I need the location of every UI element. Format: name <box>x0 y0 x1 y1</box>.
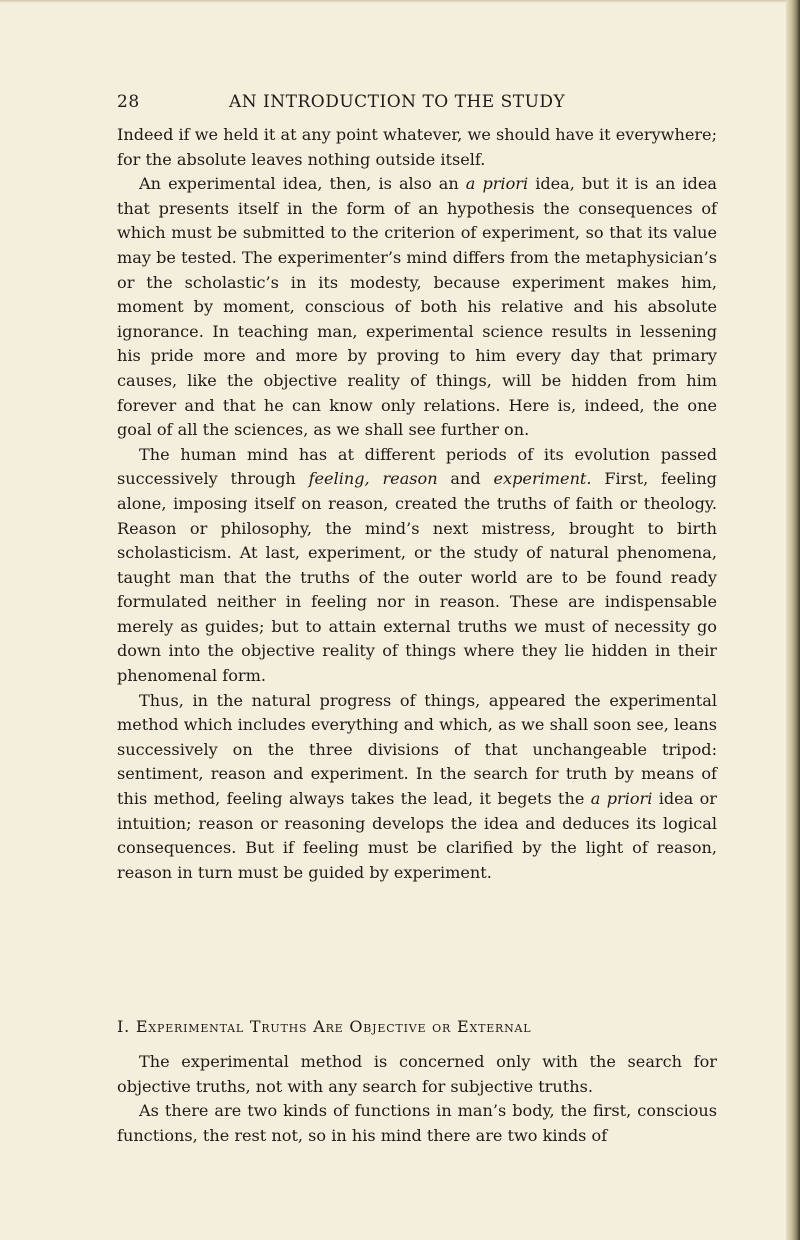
text-run: As there are two kinds of functions in man’s body, the first, conscious functions, the rest not, so in his mind there are two kinds of <box>117 1101 717 1145</box>
running-head-title: AN INTRODUCTION TO THE STUDY <box>229 92 566 112</box>
page-binding-edge <box>786 0 800 1240</box>
page-number: 28 <box>117 92 140 112</box>
italic-text: a priori <box>465 174 529 194</box>
text-run: Indeed if we held it at any point whatever, we should have it everywhere; for the absolute leaves nothing outside itself. <box>117 125 717 169</box>
paragraph-p4 <box>117 689 717 886</box>
text-run: The human mind has at different periods of its evolution passed successively through <box>117 444 717 489</box>
text-run: idea or intuition; reason or reasoning develops the idea and deduces its logical consequences. But if feeling must be clarified by the light of reason, reason in turn must be guided by experiment. <box>117 789 717 882</box>
text-run: An experimental idea, then, is also an <box>139 174 466 194</box>
text-run: The experimental method is concerned only with the search for objective truths, not with any search for subjective truths. <box>117 1052 717 1096</box>
text-run: idea, but it is an idea that presents itself in the form of an hypothesis the consequences of which must be submitted to the criterion of experiment, so that its value may be tested. The experimenter’s mind differs from the metaphysician’s or the scholastic’s in its modesty, because experiment makes him, moment by moment, conscious of both his relative and his absolute ignorance. In teaching man, experimental science results in lessening his pride more and more by proving to him every day that primary causes, like the objective reality of things, will be hidden from him forever and that he can know only relations. Here is, indeed, the one goal of all the sciences, as we shall see further on. <box>117 174 717 440</box>
italic-text: a priori <box>590 789 653 809</box>
italic-text: experiment. <box>493 469 592 489</box>
body-text-top <box>117 123 717 885</box>
paragraph-p1 <box>117 123 717 172</box>
text-run: Thus, in the natural progress of things, appeared the experimental method which includes everything and which, as we shall soon see, leans successively on the three divisions of that unchangeable tripod: sentiment, reason and experiment. In the search for truth by means of this method, feeling always takes the lead, it begets the <box>117 690 717 809</box>
body-text-bottom <box>117 1050 717 1148</box>
section-heading: I. Experimental Truths Are Objective or External <box>117 1017 532 1036</box>
paragraph-p2 <box>117 172 717 443</box>
text-run: and <box>437 469 494 489</box>
running-head <box>117 92 717 118</box>
paragraph-p3 <box>117 443 717 689</box>
page-top-shadow <box>0 0 800 3</box>
text-run: First, feeling alone, imposing itself on reason, created the truths of faith or theology. Reason or philosophy, the mind’s next mistress, brought to birth scholasticism. At last, experiment, or the study of natural phenomena, taught man that the truths of the outer world are to be found ready formulated neither in feeling nor in reason. These are indispensable merely as guides; but to attain external truths we must of necessity go down into the objective reality of things where they lie hidden in their phenomenal form. <box>117 469 717 686</box>
paragraph-p6 <box>117 1099 717 1148</box>
paragraph-p5 <box>117 1050 717 1099</box>
italic-text: feeling, reason <box>308 469 438 489</box>
